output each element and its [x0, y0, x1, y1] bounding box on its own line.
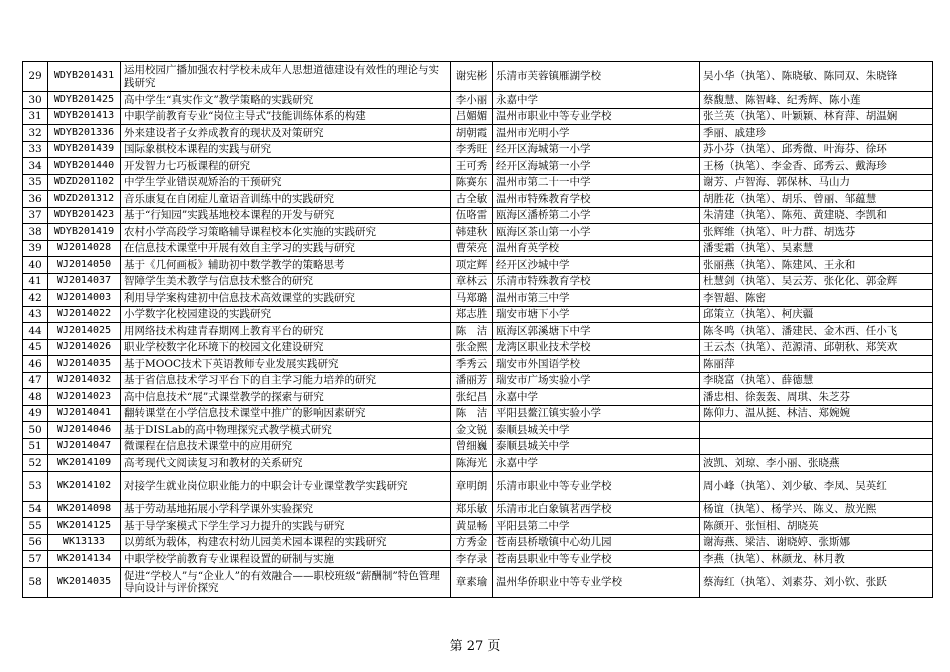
project-leader: 李秀旺 — [451, 141, 493, 158]
project-code: WJ2014028 — [48, 240, 121, 257]
team-members: 苏小芬（执笔）、邱秀微、叶海芬、徐环 — [700, 141, 933, 158]
school-name: 乐清市北白象镇茗西学校 — [493, 501, 700, 518]
row-number: 50 — [23, 422, 48, 439]
school-name: 温州市第二十一中学 — [493, 174, 700, 191]
team-members: 潘雯霜（执笔）、吴素慧 — [700, 240, 933, 257]
row-number: 40 — [23, 257, 48, 274]
project-title: 高考现代文阅读复习和教材的关系研究 — [121, 455, 451, 472]
school-name: 温州市光明小学 — [493, 125, 700, 142]
table-row — [23, 92, 933, 109]
team-members: 邱策立（执笔）、柯庆疆 — [700, 306, 933, 323]
school-name: 永嘉中学 — [493, 92, 700, 109]
team-members: 王杨（执笔）、李金香、邱秀云、戴海珍 — [700, 158, 933, 175]
row-number: 32 — [23, 125, 48, 142]
project-code: WDZD201312 — [48, 191, 121, 208]
school-name: 瑞安市广场实验小学 — [493, 372, 700, 389]
row-number: 54 — [23, 501, 48, 518]
row-number: 47 — [23, 372, 48, 389]
team-members — [700, 438, 933, 455]
project-code: WJ2014032 — [48, 372, 121, 389]
project-code: WDYB201336 — [48, 125, 121, 142]
project-title: 高中学生“真实作文”教学策略的实践研究 — [121, 92, 451, 109]
team-members: 波凯、刘琼、李小丽、张晓燕 — [700, 455, 933, 472]
project-leader: 韩建秋 — [451, 224, 493, 241]
school-name: 泰顺县城关中学 — [493, 422, 700, 439]
team-members: 李燕（执笔）、林颜龙、林月教 — [700, 551, 933, 568]
project-code: WJ2014047 — [48, 438, 121, 455]
team-members: 李晓富（执笔）、薛德慧 — [700, 372, 933, 389]
project-leader: 李存录 — [451, 551, 493, 568]
project-code: WK2014125 — [48, 518, 121, 535]
table-row — [23, 257, 933, 274]
project-code: WJ2014003 — [48, 290, 121, 307]
table-row — [23, 422, 933, 439]
school-name: 苍南县职业中等专业学校 — [493, 551, 700, 568]
project-leader: 曹荣亮 — [451, 240, 493, 257]
project-leader: 潘丽芳 — [451, 372, 493, 389]
project-leader: 章素瑜 — [451, 567, 493, 597]
school-name: 经开区海城第一小学 — [493, 141, 700, 158]
row-number: 52 — [23, 455, 48, 472]
team-members: 李智超、陈密 — [700, 290, 933, 307]
school-name: 瑞安市外国语学校 — [493, 356, 700, 373]
school-name: 瓯海区潘桥第二小学 — [493, 207, 700, 224]
team-members: 胡胜花（执笔）、胡乐、曾丽、邹蕴慧 — [700, 191, 933, 208]
row-number: 30 — [23, 92, 48, 109]
project-leader: 季秀云 — [451, 356, 493, 373]
table-row — [23, 323, 933, 340]
school-name: 永嘉中学 — [493, 455, 700, 472]
row-number: 31 — [23, 108, 48, 125]
team-members: 朱清建（执笔）、陈苑、黄建晓、李凯和 — [700, 207, 933, 224]
project-code: WDYB201440 — [48, 158, 121, 175]
team-members: 吴小华（执笔）、陈晓敏、陈同双、朱晓锋 — [700, 62, 933, 92]
table-row — [23, 501, 933, 518]
row-number: 44 — [23, 323, 48, 340]
project-code: WDYB201431 — [48, 62, 121, 92]
project-title: 国际象棋校本课程的实践与研究 — [121, 141, 451, 158]
row-number: 29 — [23, 62, 48, 92]
team-members: 陈仰力、温从挺、林洁、郑婉婉 — [700, 405, 933, 422]
school-name: 苍南县桥墩镇中心幼儿园 — [493, 534, 700, 551]
team-members: 蔡馥慧、陈智峰、纪秀辉、陈小莲 — [700, 92, 933, 109]
project-code: WK2014109 — [48, 455, 121, 472]
school-name: 经开区海城第一小学 — [493, 158, 700, 175]
project-title: 运用校园广播加强农村学校未成年人思想道德建设有效性的理论与实践研究 — [121, 62, 451, 92]
table-row — [23, 240, 933, 257]
table-row — [23, 306, 933, 323]
table-row — [23, 567, 933, 597]
table-row — [23, 108, 933, 125]
project-leader: 王可秀 — [451, 158, 493, 175]
project-code: WJ2014035 — [48, 356, 121, 373]
project-code: WK2014102 — [48, 471, 121, 501]
project-leader: 马郑璐 — [451, 290, 493, 307]
row-number: 57 — [23, 551, 48, 568]
project-leader: 郑志胜 — [451, 306, 493, 323]
project-code: WJ2014046 — [48, 422, 121, 439]
row-number: 56 — [23, 534, 48, 551]
project-leader: 曾细巍 — [451, 438, 493, 455]
project-title: 基于DISLab的高中物理探究式教学模式研究 — [121, 422, 451, 439]
team-members: 张兰英（执笔）、叶颖颖、林育萍、胡温娴 — [700, 108, 933, 125]
project-title: 基于劳动基地拓展小学科学课外实验探究 — [121, 501, 451, 518]
project-title: 音乐康复在自闭症儿童语音训练中的实践研究 — [121, 191, 451, 208]
row-number: 41 — [23, 273, 48, 290]
school-name: 乐清市职业中等专业学校 — [493, 471, 700, 501]
school-name: 温州市第三中学 — [493, 290, 700, 307]
project-code: WDZD201102 — [48, 174, 121, 191]
project-leader: 伍咯雷 — [451, 207, 493, 224]
project-title: 对接学生就业岗位职业能力的中职会计专业课堂教学实践研究 — [121, 471, 451, 501]
project-title: 开发智力七巧板课程的研究 — [121, 158, 451, 175]
project-leader: 古全敏 — [451, 191, 493, 208]
school-name: 永嘉中学 — [493, 389, 700, 406]
project-code: WDYB201439 — [48, 141, 121, 158]
row-number: 55 — [23, 518, 48, 535]
project-title: 中职学前教育专业“岗位主导式”技能训练体系的构建 — [121, 108, 451, 125]
project-title: 在信息技术课堂中开展有效自主学习的实践与研究 — [121, 240, 451, 257]
project-code: WK2014134 — [48, 551, 121, 568]
project-title: 职业学校数字化环境下的校园文化建设研究 — [121, 339, 451, 356]
table-row — [23, 62, 933, 92]
row-number: 34 — [23, 158, 48, 175]
project-title: 基于《几何画板》辅助初中数学教学的策略思考 — [121, 257, 451, 274]
team-members: 周小峰（执笔）、刘少敏、李凤、吴英红 — [700, 471, 933, 501]
project-code: WK13133 — [48, 534, 121, 551]
table-row — [23, 158, 933, 175]
table-row — [23, 389, 933, 406]
row-number: 36 — [23, 191, 48, 208]
project-title: 中学生学业错误观矫治的干预研究 — [121, 174, 451, 191]
project-leader: 项定辉 — [451, 257, 493, 274]
table-row — [23, 356, 933, 373]
team-members: 季丽、戚建珍 — [700, 125, 933, 142]
table-row — [23, 455, 933, 472]
project-title: 翻转课堂在小学信息技术课堂中推广的影响因素研究 — [121, 405, 451, 422]
row-number: 48 — [23, 389, 48, 406]
project-code: WJ2014037 — [48, 273, 121, 290]
project-leader: 章林云 — [451, 273, 493, 290]
project-leader: 郑乐敏 — [451, 501, 493, 518]
team-members: 蔡海红（执笔）、刘素芬、刘小钦、张跃 — [700, 567, 933, 597]
table-row — [23, 339, 933, 356]
team-members: 杜慧剑（执笔）、吴云芳、张化化、郭金辉 — [700, 273, 933, 290]
row-number: 39 — [23, 240, 48, 257]
project-code: WDYB201425 — [48, 92, 121, 109]
table-row — [23, 224, 933, 241]
table-row — [23, 534, 933, 551]
table-row — [23, 405, 933, 422]
project-code: WJ2014025 — [48, 323, 121, 340]
table-row — [23, 372, 933, 389]
team-members: 陈颜开、张恒相、胡晓英 — [700, 518, 933, 535]
table-row — [23, 141, 933, 158]
row-number: 37 — [23, 207, 48, 224]
project-title: 外来建设者子女养成教育的现状及对策研究 — [121, 125, 451, 142]
school-name: 温州市特殊教育学校 — [493, 191, 700, 208]
table-row — [23, 273, 933, 290]
project-leader: 金文锐 — [451, 422, 493, 439]
project-title: 促进“学校人”与“企业人”的有效融合——职校班级“薪酬制”特色管理导向设计与评价探究 — [121, 567, 451, 597]
project-leader: 吕媚媚 — [451, 108, 493, 125]
team-members: 张辉维（执笔）、叶力群、胡选芬 — [700, 224, 933, 241]
project-code: WK2014035 — [48, 567, 121, 597]
project-title: 利用导学案构建初中信息技术高效课堂的实践研究 — [121, 290, 451, 307]
project-code: WJ2014026 — [48, 339, 121, 356]
row-number: 53 — [23, 471, 48, 501]
project-leader: 方秀金 — [451, 534, 493, 551]
project-leader: 陈赛东 — [451, 174, 493, 191]
school-name: 平阳县第二中学 — [493, 518, 700, 535]
team-members: 谢芳、卢智海、郭保林、马山力 — [700, 174, 933, 191]
project-title: 高中信息技术“展”式课堂教学的探索与研究 — [121, 389, 451, 406]
table-row — [23, 471, 933, 501]
project-code: WJ2014050 — [48, 257, 121, 274]
project-title: 用网络技术构建青春期网上教育平台的研究 — [121, 323, 451, 340]
project-leader: 张纪昌 — [451, 389, 493, 406]
project-title: 农村小学高段学习策略辅导课程校本化实施的实践研究 — [121, 224, 451, 241]
row-number: 49 — [23, 405, 48, 422]
team-members: 陈冬鸣（执笔）、潘建民、金木西、任小飞 — [700, 323, 933, 340]
school-name: 泰顺县城关中学 — [493, 438, 700, 455]
table-row — [23, 125, 933, 142]
project-leader: 张金熙 — [451, 339, 493, 356]
team-members: 王云杰（执笔）、范源清、邱朝秋、郑笑欢 — [700, 339, 933, 356]
project-title: 微课程在信息技术课堂中的应用研究 — [121, 438, 451, 455]
project-title: 基于省信息技术学习平台下的自主学习能力培养的研究 — [121, 372, 451, 389]
project-leader: 章明朗 — [451, 471, 493, 501]
project-leader: 胡朝霞 — [451, 125, 493, 142]
row-number: 33 — [23, 141, 48, 158]
project-title: 中职学校学前教育专业课程设置的研制与实施 — [121, 551, 451, 568]
project-title: 以剪纸为载体，构建农村幼儿园美术园本课程的实践研究 — [121, 534, 451, 551]
research-projects-table — [22, 61, 933, 598]
project-title: 基于导学案模式下学生学习力提升的实践与研究 — [121, 518, 451, 535]
project-code: WJ2014041 — [48, 405, 121, 422]
project-leader: 黄显畅 — [451, 518, 493, 535]
project-title: 智障学生美术教学与信息技术整合的研究 — [121, 273, 451, 290]
project-code: WDYB201413 — [48, 108, 121, 125]
table-row — [23, 518, 933, 535]
project-leader: 陈 洁 — [451, 405, 493, 422]
school-name: 温州华侨职业中等专业学校 — [493, 567, 700, 597]
table-row — [23, 290, 933, 307]
team-members: 杨谊（执笔）、杨学兴、陈义、敖光熙 — [700, 501, 933, 518]
table-row — [23, 174, 933, 191]
project-title: 基于“行知园”实践基地校本课程的开发与研究 — [121, 207, 451, 224]
school-name: 温州育英学校 — [493, 240, 700, 257]
project-title: 基于MOOC技术下英语教师专业发展实践研究 — [121, 356, 451, 373]
page-number-footer: 第 27 页 — [449, 639, 501, 654]
row-number: 42 — [23, 290, 48, 307]
table-row — [23, 191, 933, 208]
school-name: 瑞安市塘下小学 — [493, 306, 700, 323]
school-name: 温州市职业中等专业学校 — [493, 108, 700, 125]
row-number: 58 — [23, 567, 48, 597]
project-code: WDYB201419 — [48, 224, 121, 241]
team-members: 陈丽萍 — [700, 356, 933, 373]
school-name: 平阳县鳌江镇实验小学 — [493, 405, 700, 422]
table-row — [23, 438, 933, 455]
project-title: 小学数字化校园建设的实践研究 — [121, 306, 451, 323]
team-members: 张丽燕（执笔）、陈建风、王永和 — [700, 257, 933, 274]
project-leader: 李小丽 — [451, 92, 493, 109]
team-members — [700, 422, 933, 439]
row-number: 35 — [23, 174, 48, 191]
school-name: 乐清市特殊教育学校 — [493, 273, 700, 290]
table-row — [23, 551, 933, 568]
table-body — [23, 62, 933, 598]
project-code: WK2014098 — [48, 501, 121, 518]
school-name: 瓯海区茶山第一小学 — [493, 224, 700, 241]
school-name: 经开区沙城中学 — [493, 257, 700, 274]
row-number: 46 — [23, 356, 48, 373]
project-code: WJ2014022 — [48, 306, 121, 323]
row-number: 43 — [23, 306, 48, 323]
project-leader: 谢宪彬 — [451, 62, 493, 92]
team-members: 潘忠相、徐轰轰、周琪、朱芝芬 — [700, 389, 933, 406]
project-code: WJ2014023 — [48, 389, 121, 406]
project-code: WDYB201423 — [48, 207, 121, 224]
project-leader: 陈 洁 — [451, 323, 493, 340]
row-number: 51 — [23, 438, 48, 455]
row-number: 45 — [23, 339, 48, 356]
project-leader: 陈海光 — [451, 455, 493, 472]
team-members: 谢海燕、梁洁、谢晓婷、张斯娜 — [700, 534, 933, 551]
school-name: 龙湾区职业技术学校 — [493, 339, 700, 356]
school-name: 乐清市芙蓉镇雁湖学校 — [493, 62, 700, 92]
school-name: 瓯海区郭溪塘下中学 — [493, 323, 700, 340]
row-number: 38 — [23, 224, 48, 241]
table-row — [23, 207, 933, 224]
